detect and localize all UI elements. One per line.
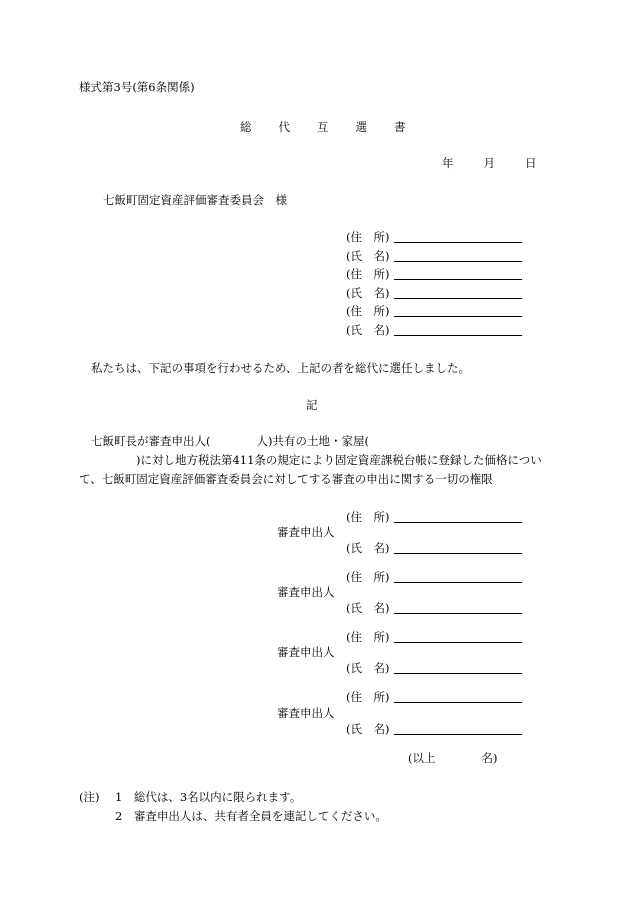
date-line bbox=[442, 156, 537, 170]
note-item: 2 審査申出人は、共有者全員を連記してください。 bbox=[115, 809, 387, 823]
name-label: (氏 名) bbox=[346, 661, 390, 675]
applicant-3-name-row bbox=[346, 661, 394, 675]
title-char: 総 bbox=[240, 120, 252, 134]
address-label: (住 所) bbox=[346, 510, 390, 524]
notes-heading: (注) bbox=[79, 790, 100, 804]
date-month: 月 bbox=[483, 156, 495, 170]
title-char: 互 bbox=[317, 120, 329, 134]
name-label: (氏 名) bbox=[346, 722, 390, 736]
rep-1-address-row bbox=[346, 230, 394, 244]
applicant-label: 審査申出人 bbox=[277, 706, 335, 720]
applicant-4-address-field[interactable] bbox=[394, 702, 522, 703]
rep-2-name-field[interactable] bbox=[394, 298, 522, 299]
form-number: 様式第3号(第6条関係) bbox=[79, 80, 195, 94]
name-label: (氏 名) bbox=[346, 286, 390, 300]
applicant-1-address-field[interactable] bbox=[394, 522, 522, 523]
title-char: 書 bbox=[394, 120, 406, 134]
address-label: (住 所) bbox=[346, 230, 390, 244]
applicant-2-address-row bbox=[346, 570, 394, 584]
applicant-3-address-row bbox=[346, 630, 394, 644]
applicant-1-address-row bbox=[346, 510, 394, 524]
rep-3-address-row bbox=[346, 304, 394, 318]
applicant-4-address-row bbox=[346, 690, 394, 704]
applicant-total bbox=[408, 751, 498, 765]
address-label: (住 所) bbox=[346, 690, 390, 704]
applicant-4-name-field[interactable] bbox=[394, 734, 522, 735]
address-label: (住 所) bbox=[346, 304, 390, 318]
applicant-4-name-row bbox=[346, 722, 394, 736]
count-suffix: 名) bbox=[481, 751, 498, 765]
delegation-line-3: て、七飯町固定資産評価審査委員会に対してする審査の申出に関する一切の権限 bbox=[79, 472, 493, 486]
name-label: (氏 名) bbox=[346, 249, 390, 263]
address-label: (住 所) bbox=[346, 630, 390, 644]
statement: 私たちは、下記の事項を行わせるため、上記の者を総代に選任しました。 bbox=[91, 361, 471, 375]
applicant-3-name-field[interactable] bbox=[394, 673, 522, 674]
applicant-3-address-field[interactable] bbox=[394, 642, 522, 643]
applicant-label: 審査申出人 bbox=[277, 585, 335, 599]
rep-2-address-field[interactable] bbox=[394, 279, 522, 280]
name-label: (氏 名) bbox=[346, 323, 390, 337]
rep-2-name-row bbox=[346, 286, 394, 300]
applicant-1-name-row bbox=[346, 541, 394, 555]
date-day: 日 bbox=[525, 156, 537, 170]
delegation-line-1 bbox=[91, 434, 369, 448]
count-prefix: (以上 bbox=[408, 751, 436, 765]
delegation-line-2: )に対し地方税法第411条の規定により固定資産課税台帳に登録した価格につい bbox=[136, 453, 542, 467]
note-item: 1 総代は、3名以内に限られます。 bbox=[115, 790, 302, 804]
rep-1-name-field[interactable] bbox=[394, 261, 522, 262]
rep-1-name-row bbox=[346, 249, 394, 263]
applicant-2-name-row bbox=[346, 601, 394, 615]
title-char: 選 bbox=[355, 120, 367, 134]
applicant-2-name-field[interactable] bbox=[394, 613, 522, 614]
delegation-part-a: 七飯町長が審査申出人( bbox=[91, 434, 211, 448]
rep-3-name-field[interactable] bbox=[394, 335, 522, 336]
name-label: (氏 名) bbox=[346, 601, 390, 615]
address-label: (住 所) bbox=[346, 570, 390, 584]
applicant-2-address-field[interactable] bbox=[394, 582, 522, 583]
document-title bbox=[240, 120, 406, 134]
name-label: (氏 名) bbox=[346, 541, 390, 555]
ki-heading: 記 bbox=[306, 398, 318, 412]
date-year: 年 bbox=[442, 156, 454, 170]
applicant-label: 審査申出人 bbox=[277, 645, 335, 659]
rep-3-name-row bbox=[346, 323, 394, 337]
title-char: 代 bbox=[278, 120, 290, 134]
applicant-1-name-field[interactable] bbox=[394, 553, 522, 554]
addressee: 七飯町固定資産評価審査委員会 様 bbox=[103, 193, 287, 207]
address-label: (住 所) bbox=[346, 267, 390, 281]
rep-1-address-field[interactable] bbox=[394, 242, 522, 243]
rep-2-address-row bbox=[346, 267, 394, 281]
applicant-label: 審査申出人 bbox=[277, 525, 335, 539]
rep-3-address-field[interactable] bbox=[394, 316, 522, 317]
delegation-part-b: 人)共有の土地・家屋( bbox=[256, 434, 369, 448]
